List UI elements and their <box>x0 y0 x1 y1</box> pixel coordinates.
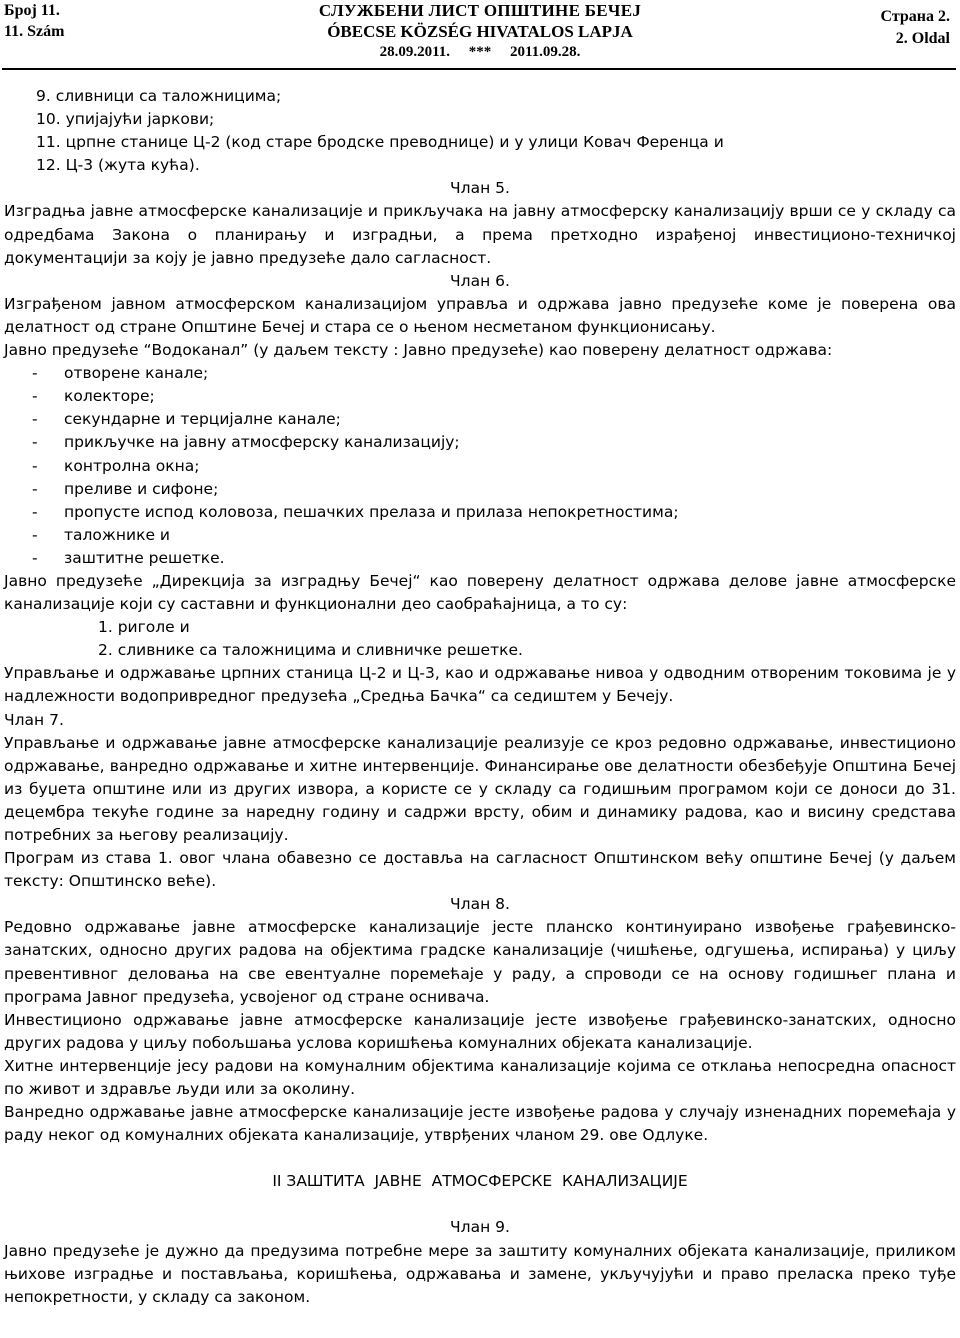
article-9-text: Јавно предузеће је дужно да предузима потребне мере за заштиту комуналних објеката канализације, приликом њихове изградње и постављања, коришћења, одржавања и замене, укључујући и право преласка преко туђе непокретности, у складу са законом. <box>4 1241 956 1306</box>
article-9-heading: Члан 9. <box>450 1218 510 1237</box>
list-item: - прикључке на јавну атмосферску канализацију; <box>4 431 956 454</box>
issue-number-sr: Број 11. <box>4 2 60 19</box>
article-8-paragraph-2: Инвестиционо одржавање јавне атмосферске канализације јесте извођење грађевинско-занатских, односно других радова у циљу побољшања услова коришћења комуналних објеката канализације. <box>4 1010 956 1052</box>
gazette-title-hu: ÓBECSE KÖZSÉG HIVATALOS LAPJA <box>327 22 633 41</box>
article-6-paragraph-4: Управљање и одржавање црпних станица Ц-2 и Ц-3, као и одржавање нивоа у одводним отвореним токовима је у надлежности водопривредног предузећа „Средња Бачка“ са седиштем у Бечеју. <box>4 664 956 706</box>
list-item-text: пропусте испод коловоза, пешачких прелаза и прилаза непокретностима; <box>64 502 679 521</box>
list-item: - пропусте испод коловоза, пешачких прелаза и прилаза непокретностима; <box>4 501 956 524</box>
list-item-text: заштитне решетке. <box>64 548 225 567</box>
gazette-title-sr: СЛУЖБЕНИ ЛИСТ ОПШТИНЕ БЕЧЕЈ <box>318 1 642 20</box>
list-item: - заштитне решетке. <box>4 547 956 570</box>
list-item-text: преливе и сифоне; <box>64 479 219 498</box>
issue-number <box>4 0 64 42</box>
article-6-paragraph-1: Изграђеном јавном атмосферском канализацијом управља и одржава јавно предузеће коме је поверена ова делатност од стране Општине Бечеј и стара се о њеном несметаном функционисању. <box>4 294 956 336</box>
article-6-heading: Члан 6. <box>450 271 510 290</box>
list-item-text: секундарне и терцијалне канале; <box>64 410 341 429</box>
article-5-heading: Члан 5. <box>450 179 510 198</box>
page-number <box>880 6 950 50</box>
list-item-text: отворене канале; <box>64 364 209 383</box>
article-8-paragraph-1: Редовно одржавање јавне атмосферске канализације јесте планско континуирано извођење грађевинско-занатских, односно других радова на објектима градске канализације (чишћење, одгушења, испирања) у циљу превентивног деловања на све евентуалне поремећаје у раду, а спроводи се на основу годишњег плана и програма Јавног предузећа, усвојеног од стране оснивача. <box>4 918 956 1006</box>
article-6-paragraph-3: Јавно предузеће „Дирекција за изградњу Бечеј“ као поверену делатност одржава делове јавне атмосферске канализације који су саставни и функционални део саобраћајница, а то су: <box>4 571 956 614</box>
issue-number-hu: 11. Szám <box>4 23 65 40</box>
list-item: 10. упијајући јаркови; <box>36 110 215 129</box>
page-number-sr: Страна 2. <box>880 8 950 25</box>
article-6-paragraph-2: Јавно предузеће “Водоканал” (у даљем тексту : Јавно предузеће) као поверену делатност одржава: <box>4 341 833 360</box>
list-item: - контролна окна; <box>4 455 956 478</box>
list-item: 2. сливнике са таложницима и сливничке решетке. <box>98 641 523 660</box>
header-rule <box>2 68 956 70</box>
article-7-paragraph-2: Програм из става 1. овог члана обавезно се доставља на сагласност Општинском већу општине Бечеј (у даљем тексту: Општинско веће). <box>4 849 956 891</box>
article-8-paragraph-4: Ванредно одржавање јавне атмосферске канализације јесте извођење радова у случају изненадних поремећаја у раду неког од комуналних објеката канализације, утврђених чланом 29. ове Одлуке. <box>4 1103 956 1145</box>
article-5-text: Изградња јавне атмосферске канализације и прикључака на јавну атмосферску канализацију врши се у складу са одредбама Закона о планирању и изградњи, а према претходно израђеној инвестиционо-техничкој документацији за коју је јавно предузеће дало сагласност. <box>4 202 956 267</box>
list-item: - преливе и сифоне; <box>4 478 956 501</box>
list-item: - колекторе; <box>4 385 956 408</box>
list-item: 11. црпне станице Ц-2 (код старе бродске преводнице) и у улици Ковач Ференца и <box>36 133 724 152</box>
issue-dates: 28.09.2011. *** 2011.09.28. <box>379 44 581 60</box>
section-heading: II ЗАШТИТА ЈАВНЕ АТМОСФЕРСКЕ КАНАЛИЗАЦИЈЕ <box>272 1172 688 1191</box>
list-item: 12. Ц-3 (жута кућа). <box>36 156 200 175</box>
list-item-text: прикључке на јавну атмосферску канализацију; <box>64 433 460 452</box>
article-8-heading: Члан 8. <box>450 895 510 914</box>
list-item: 1. риголе и <box>98 618 190 637</box>
page-header <box>0 0 960 72</box>
list-item: 9. сливници са таложницима; <box>36 87 282 105</box>
list-item-text: контролна окна; <box>64 456 200 475</box>
list-item-text: таложнике и <box>64 525 170 544</box>
gazette-title <box>180 0 780 62</box>
list-item: - таложнике и <box>4 524 956 547</box>
article-7-heading: Члан 7. <box>4 710 64 729</box>
list-item: - отворене канале; <box>4 362 956 385</box>
list-item: - секундарне и терцијалне канале; <box>4 408 956 431</box>
article-8-paragraph-3: Хитне интервенције јесу радови на комуналним објектима канализације којима се отклања непосредна опасност по живот и здравље људи или за околину. <box>4 1056 956 1099</box>
document-body <box>4 85 956 1309</box>
article-7-paragraph-1: Управљање и одржавање јавне атмосферске канализације реализује се кроз редовно одржавање, инвестиционо одржавање, ванредно одржавање и хитне интервенције. Финансирање ове делатности обезбеђује Општина Бечеј из буџета општине или из других извора, а користе се у складу са годишњим програмом који се доноси до 31. децембра текуће године за наредну годину и садржи врсту, обим и динамику радова, као и висину средстава потребних за његову реализацију. <box>4 733 956 844</box>
list-item-text: колекторе; <box>64 387 155 406</box>
page-number-hu: 2. Oldal <box>895 30 950 47</box>
